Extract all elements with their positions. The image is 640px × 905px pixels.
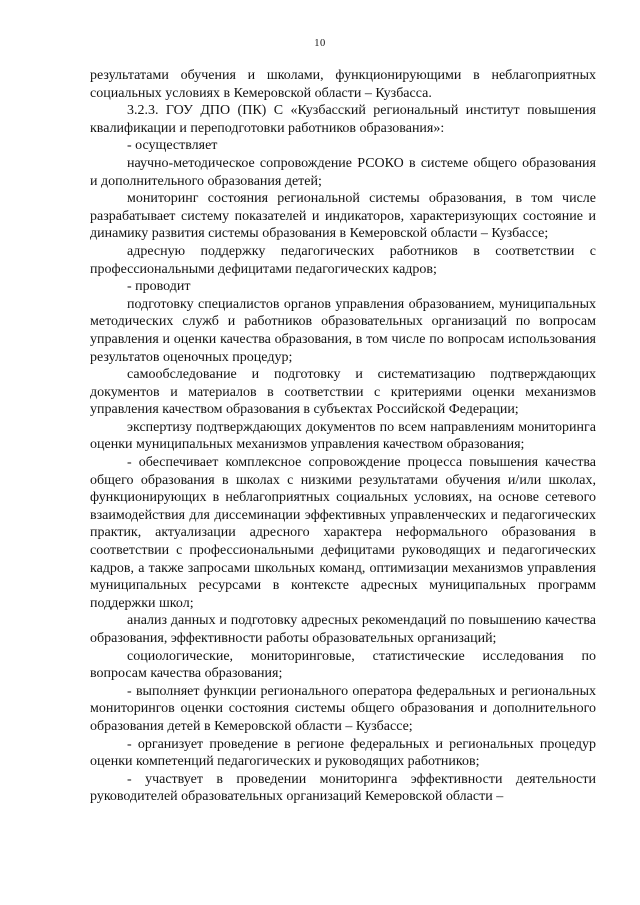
paragraph: - организует проведение в регионе федеральных и региональных процедур оценки компетенций педагогических и руководящих работников; <box>90 736 596 770</box>
paragraph: подготовку специалистов органов управления образованием, муниципальных методических служб и работников образовательных организаций по вопросам управления и оценки качества образования, в том числе по вопросам использования результатов оценочных процедур; <box>90 296 596 365</box>
paragraph: - обеспечивает комплексное сопровождение процесса повышения качества общего образования в школах с низкими результатами обучения и/или школах, функционирующих в неблагоприятных социальных условиях, на основе сетевого взаимодействия для диссеминации эффективных управленческих и педагогических практик, актуализации адресного характера неформального образования в соответствии с профессиональными дефицитами руководящих и педагогических кадров, а также запросами школьных команд, оптимизации механизмов управления муниципальных ресурсами в контексте адресных муниципальных программ поддержки школ; <box>90 455 596 611</box>
paragraph: результатами обучения и школами, функционирующими в неблагоприятных социальных условиях в Кемеровской области – Кузбасса. <box>90 68 596 101</box>
page-number: 10 <box>314 38 326 49</box>
paragraph: самообследование и подготовку и систематизацию подтверждающих документов и материалов в соответствии с критериями оценки механизмов управления качеством образования в субъектах Российской Федерации; <box>90 367 596 418</box>
paragraph: 3.2.3. ГОУ ДПО (ПК) С «Кузбасский региональный институт повышения квалификации и переподготовки работников образования»: <box>90 103 596 136</box>
paragraph: адресную поддержку педагогических работников в соответствии с профессиональными дефицитами педагогических кадров; <box>90 243 596 277</box>
paragraph: - выполняет функции регионального оператора федеральных и региональных мониторингов оценки состояния системы общего образования и дополнительного образования детей в Кемеровской области – Кузбассе; <box>90 683 596 734</box>
paragraph: - участвует в проведении мониторинга эффективности деятельности руководителей образовательных организаций Кемеровской области – <box>90 771 596 805</box>
body-text <box>90 67 596 806</box>
paragraph: - осуществляет <box>127 138 218 154</box>
paragraph: - проводит <box>127 279 191 295</box>
paragraph: социологические, мониторинговые, статистические исследования по вопросам качества образования; <box>90 648 596 682</box>
paragraph: мониторинг состояния региональной системы образования, в том числе разрабатывает систему показателей и индикаторов, характеризующих состояние и динамику развития системы образования в Кемеровской области – Кузбассе; <box>90 191 596 242</box>
paragraph: научно-методическое сопровождение РСОКО в системе общего образования и дополнительного образования детей; <box>90 155 596 189</box>
paragraph: анализ данных и подготовку адресных рекомендаций по повышению качества образования, эффективности работы образовательных организаций; <box>90 613 596 646</box>
paragraph: экспертизу подтверждающих документов по всем направлениям мониторинга оценки муниципальных механизмов управления качеством образования; <box>90 419 596 453</box>
